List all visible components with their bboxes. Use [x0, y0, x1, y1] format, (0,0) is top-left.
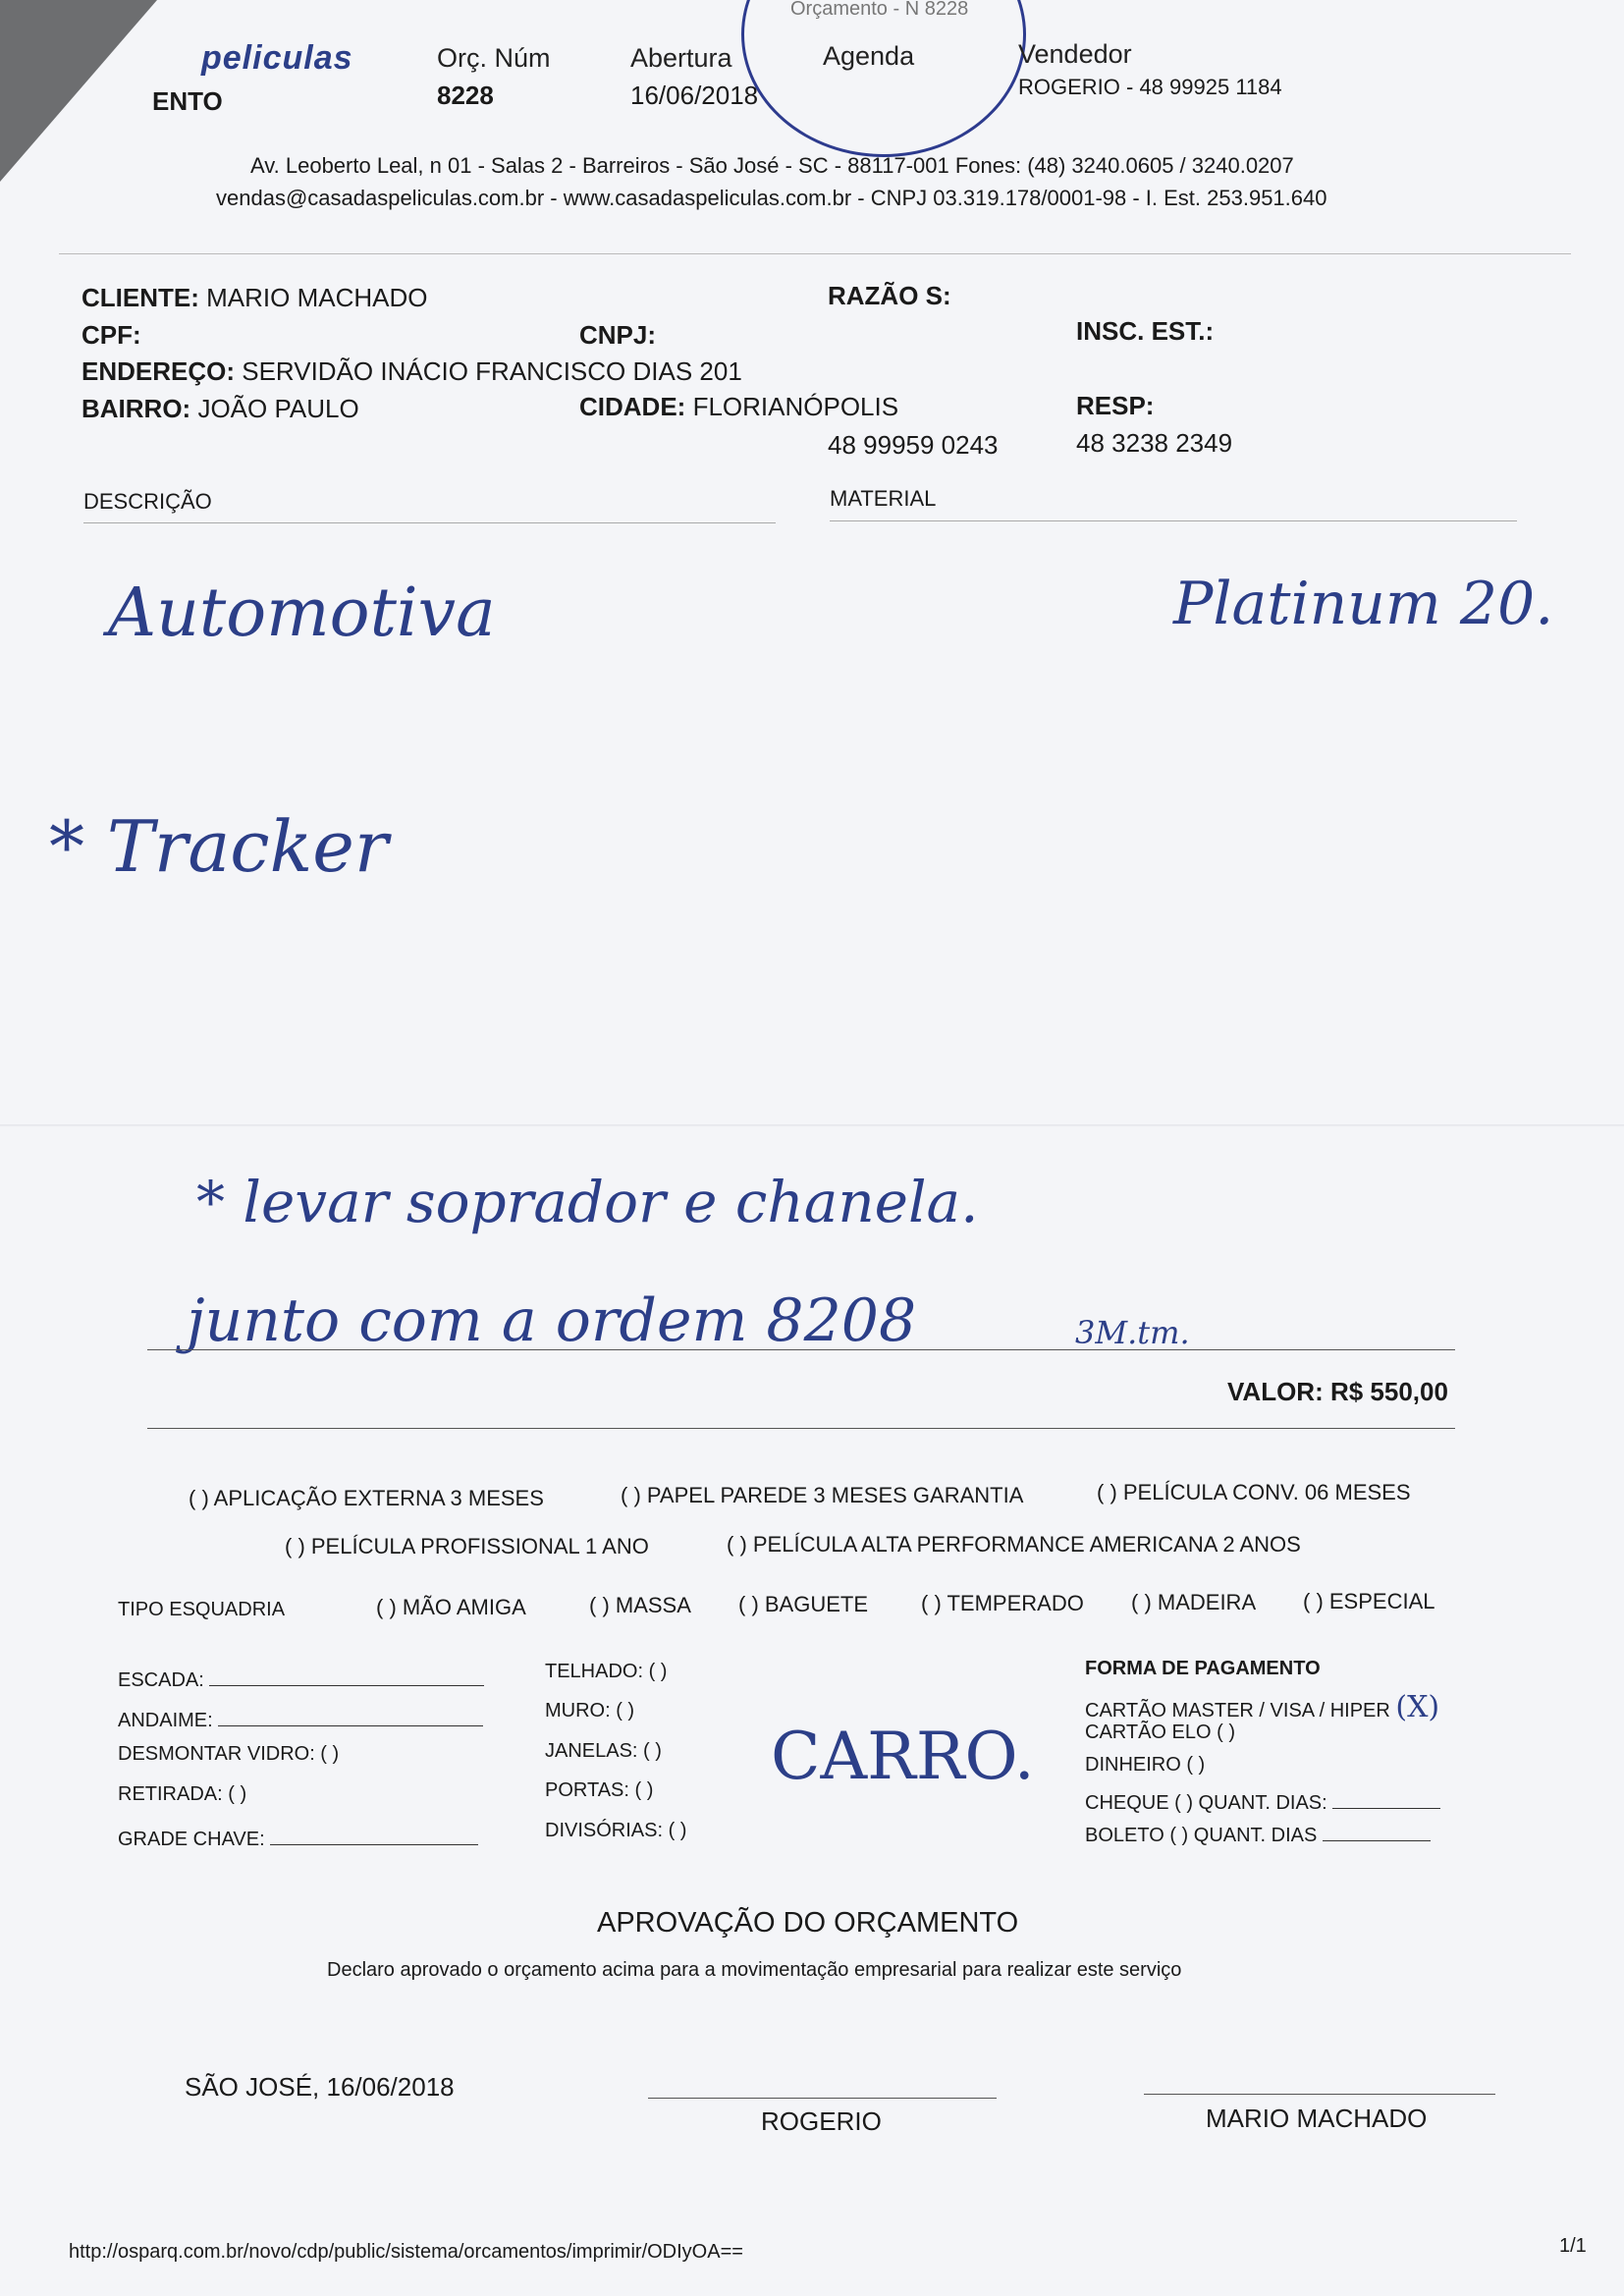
approval-title: APROVAÇÃO DO ORÇAMENTO [597, 1907, 1019, 1939]
footer-url[interactable]: http://osparq.com.br/novo/cdp/public/sistema/orcamentos/imprimir/ODIyOA== [69, 2241, 743, 2263]
handwritten-material: Platinum 20. [1173, 570, 1554, 638]
bairro-row: BAIRRO: JOÃO PAULO [81, 394, 359, 423]
resp-label: RESP: [1076, 391, 1155, 420]
valor-line [147, 1428, 1455, 1429]
abertura-label: Abertura [630, 43, 732, 73]
escada-field[interactable]: ESCADA: [118, 1664, 484, 1692]
phone-2: 48 3238 2349 [1076, 428, 1233, 458]
cnpj-label: CNPJ: [579, 320, 657, 350]
material-underline [830, 520, 1517, 521]
descricao-label: DESCRIÇÃO [83, 489, 212, 514]
andaime-field[interactable]: ANDAIME: [118, 1704, 483, 1732]
pagamento-dinheiro[interactable]: DINHEIRO ( ) [1085, 1754, 1206, 1776]
divisorias-field[interactable]: DIVISÓRIAS: ( ) [545, 1820, 687, 1841]
header-divider [59, 253, 1571, 254]
tipo-esquadria-label: TIPO ESQUADRIA [118, 1599, 286, 1620]
desmontar-vidro-field[interactable]: DESMONTAR VIDRO: ( ) [118, 1743, 340, 1765]
esquadria-especial[interactable]: ( ) ESPECIAL [1303, 1589, 1435, 1613]
option-papel-parede[interactable]: ( ) PAPEL PAREDE 3 MESES GARANTIA [621, 1483, 1024, 1507]
esquadria-mao-amiga[interactable]: ( ) MÃO AMIGA [376, 1595, 526, 1619]
option-pelicula-profissional[interactable]: ( ) PELÍCULA PROFISSIONAL 1 ANO [285, 1534, 649, 1558]
material-label: MATERIAL [830, 486, 937, 511]
pagamento-cheque[interactable]: CHEQUE ( ) QUANT. DIAS: [1085, 1786, 1440, 1815]
esquadria-baguete[interactable]: ( ) BAGUETE [738, 1592, 869, 1616]
handwritten-note-2: junto com a ordem 8208 [187, 1286, 917, 1355]
option-pelicula-conv[interactable]: ( ) PELÍCULA CONV. 06 MESES [1097, 1480, 1411, 1504]
doc-type-fragment: ENTO [152, 86, 223, 116]
pagamento-mark: (X) [1395, 1690, 1440, 1724]
signature-line-1 [648, 2098, 997, 2099]
handwritten-note-2-small: 3M.tm. [1075, 1314, 1190, 1351]
vendedor-value: ROGERIO - 48 99925 1184 [1018, 75, 1282, 99]
torn-corner [0, 0, 157, 182]
company-contact: vendas@casadaspeliculas.com.br - www.casadaspeliculas.com.br - CNPJ 03.319.178/0001-98 - I. Est. 253.951.640 [216, 186, 1327, 210]
approval-place-date: SÃO JOSÉ, 16/06/2018 [185, 2072, 455, 2102]
stamp-circle [741, 0, 1026, 157]
retirada-field[interactable]: RETIRADA: ( ) [118, 1783, 247, 1805]
portas-field[interactable]: PORTAS: ( ) [545, 1779, 654, 1801]
descricao-underline [83, 522, 776, 523]
handwritten-descricao: Automotiva [108, 574, 496, 652]
option-aplicacao-externa[interactable]: ( ) APLICAÇÃO EXTERNA 3 MESES [189, 1486, 544, 1510]
option-pelicula-alta-performance[interactable]: ( ) PELÍCULA ALTA PERFORMANCE AMERICANA 2 ANOS [727, 1532, 1301, 1557]
forma-pagamento-title: FORMA DE PAGAMENTO [1085, 1658, 1321, 1679]
note-line [147, 1349, 1455, 1350]
handwritten-carro: CARRO. [771, 1719, 1035, 1794]
esquadria-temperado[interactable]: ( ) TEMPERADO [921, 1591, 1084, 1615]
agenda-label: Agenda [823, 41, 915, 71]
orc-num-label: Orç. Núm [437, 43, 551, 73]
signature-line-2 [1144, 2094, 1495, 2095]
insc-label: INSC. EST.: [1076, 316, 1215, 346]
vendedor-label: Vendedor [1018, 39, 1132, 69]
pagamento-cartao-master[interactable]: CARTÃO MASTER / VISA / HIPER (X) [1085, 1690, 1440, 1724]
approval-text: Declaro aprovado o orçamento acima para a movimentação empresarial para realizar este serviço [327, 1959, 1182, 1981]
pagamento-cartao-elo[interactable]: CARTÃO ELO ( ) [1085, 1722, 1235, 1743]
cidade-row: CIDADE: FLORIANÓPOLIS [579, 392, 899, 421]
muro-field[interactable]: MURO: ( ) [545, 1700, 635, 1722]
paper-fold [0, 1124, 1624, 1127]
footer-page: 1/1 [1559, 2235, 1587, 2257]
orc-num-value: 8228 [437, 81, 494, 110]
abertura-value: 16/06/2018 [630, 81, 759, 110]
esquadria-massa[interactable]: ( ) MASSA [589, 1593, 691, 1617]
grade-chave-field[interactable]: GRADE CHAVE: [118, 1823, 478, 1851]
signature-name-2: MARIO MACHADO [1206, 2104, 1428, 2133]
pagamento-boleto[interactable]: BOLETO ( ) QUANT. DIAS [1085, 1819, 1431, 1847]
esquadria-madeira[interactable]: ( ) MADEIRA [1131, 1590, 1257, 1614]
cliente-row: CLIENTE: MARIO MACHADO [81, 283, 428, 312]
phone-1: 48 99959 0243 [828, 430, 999, 460]
telhado-field[interactable]: TELHADO: ( ) [545, 1661, 668, 1682]
razao-label: RAZÃO S: [828, 281, 951, 310]
valor-label: VALOR: R$ 550,00 [1227, 1377, 1448, 1406]
janelas-field[interactable]: JANELAS: ( ) [545, 1740, 662, 1762]
company-logo: peliculas [201, 39, 353, 77]
signature-name-1: ROGERIO [761, 2106, 882, 2136]
endereco-row: ENDEREÇO: SERVIDÃO INÁCIO FRANCISCO DIAS 201 [81, 356, 742, 386]
stamp-text: Orçamento - N 8228 [790, 0, 969, 20]
handwritten-item: * Tracker [49, 805, 389, 888]
handwritten-note-1: * levar soprador e chanela. [196, 1169, 979, 1235]
company-address: Av. Leoberto Leal, n 01 - Salas 2 - Barreiros - São José - SC - 88117-001 Fones: (48) 3240.0605 / 3240.0207 [250, 153, 1294, 178]
cpf-label: CPF: [81, 320, 141, 350]
